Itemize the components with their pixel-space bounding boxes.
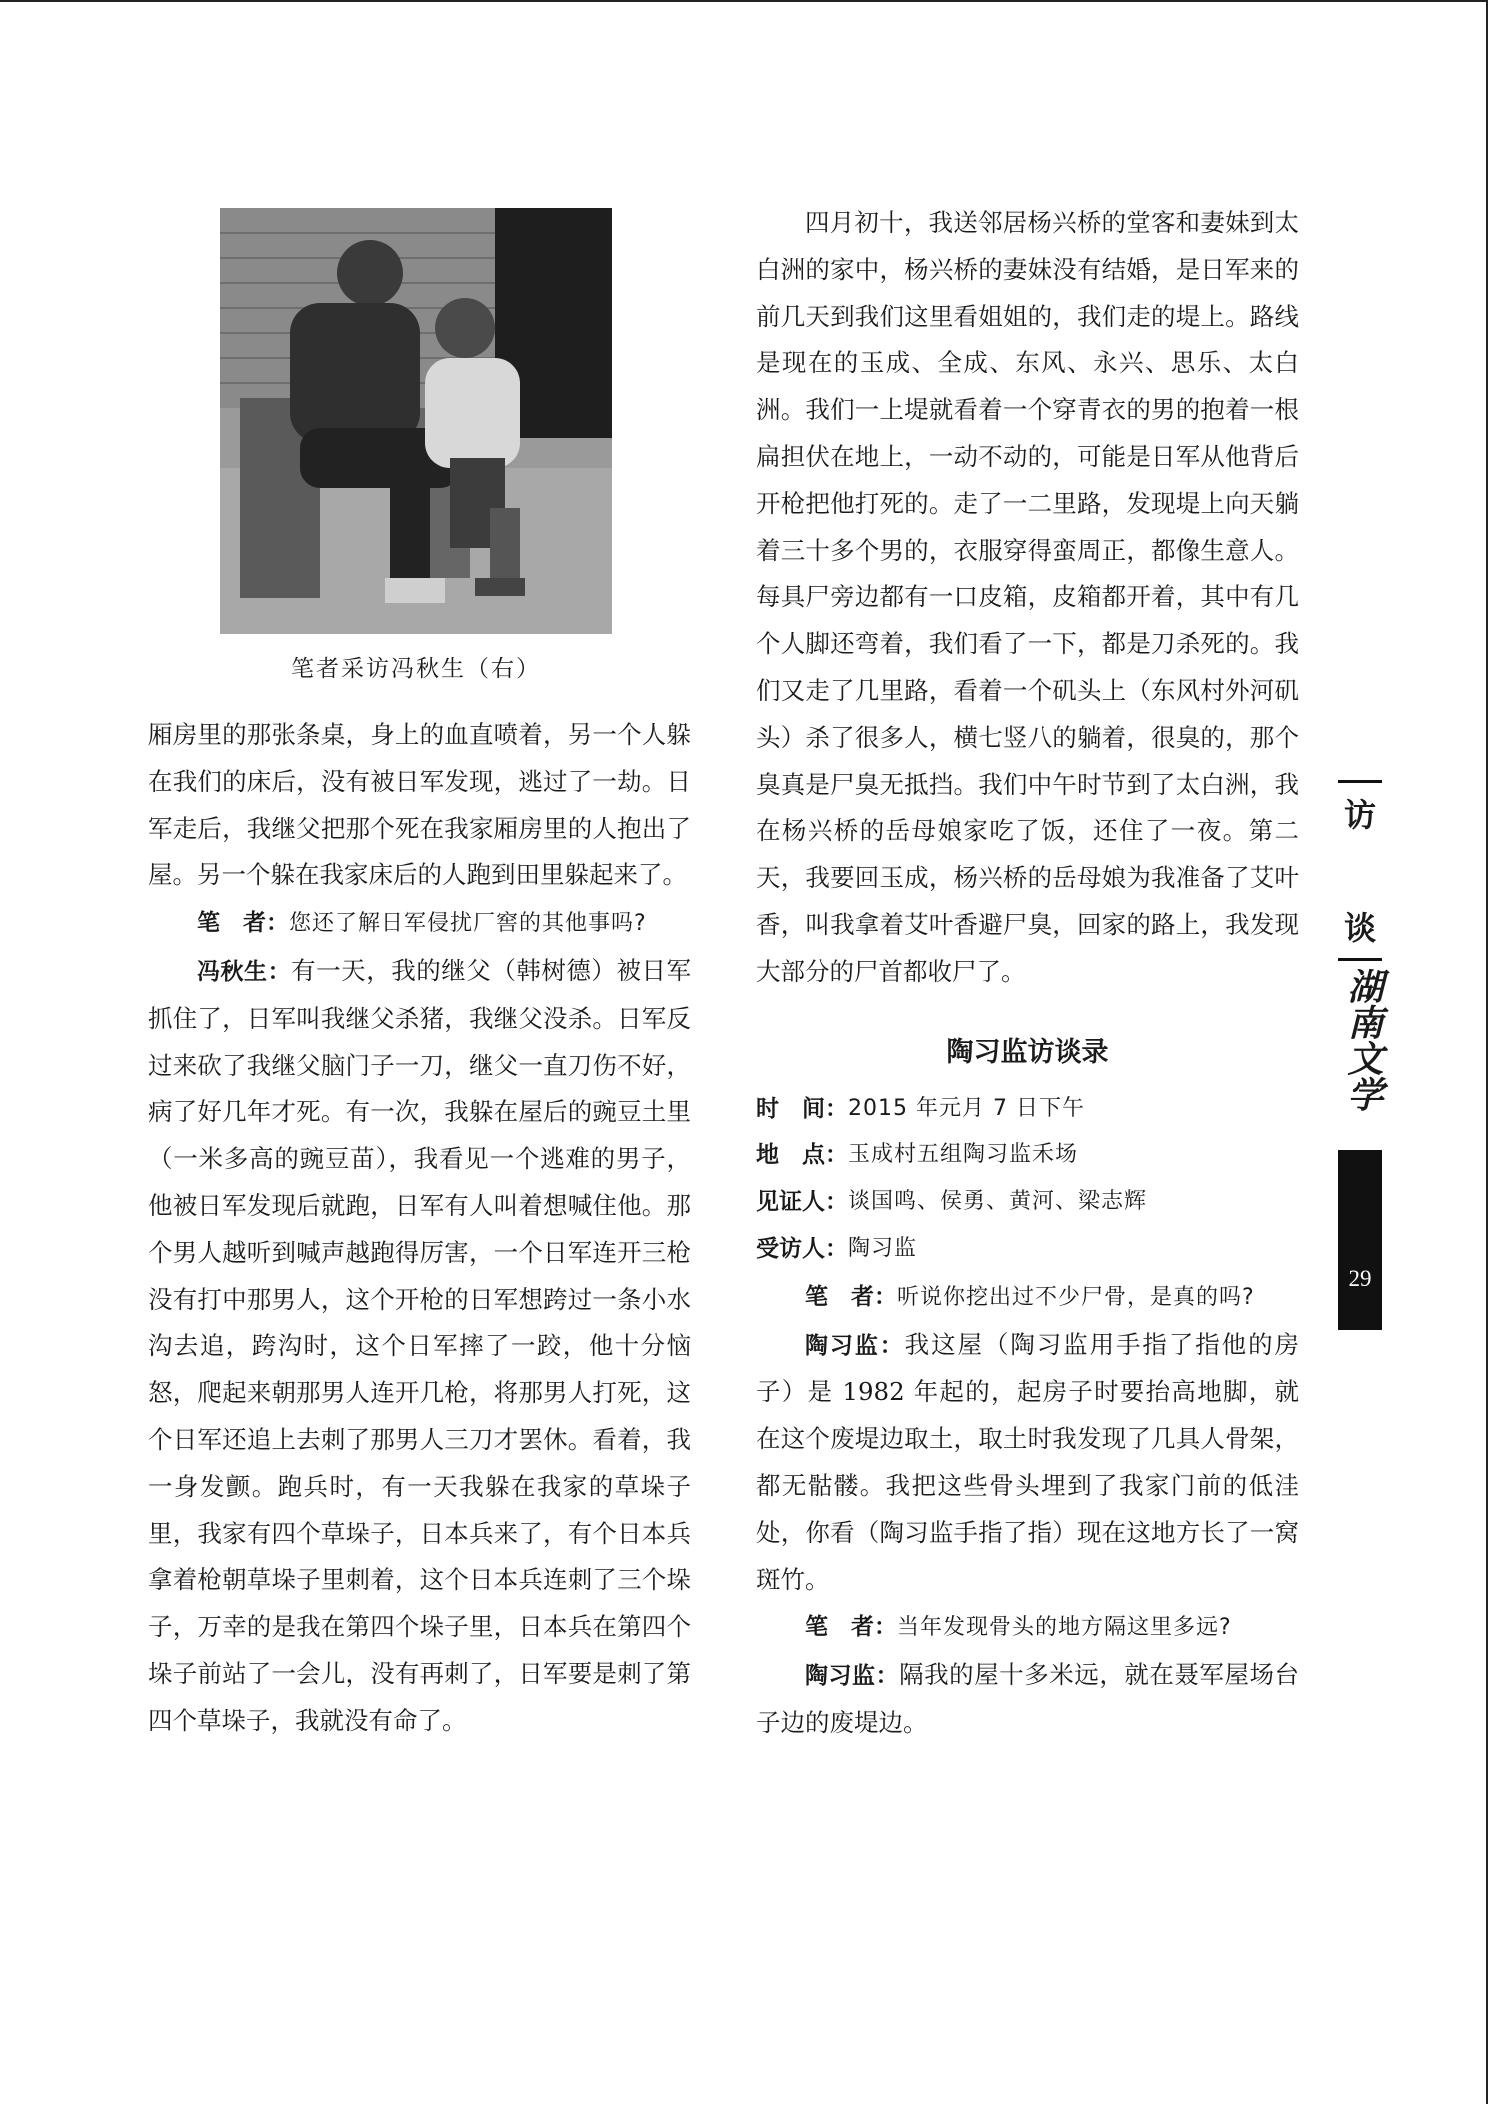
speaker-label: 陶习监： [805, 1332, 905, 1359]
question-text: 听说你挖出过不少尸骨，是真的吗? [897, 1284, 1255, 1310]
right-column [756, 200, 1299, 1747]
page-top-rule [0, 0, 1488, 2]
meta-label: 受访人： [756, 1235, 848, 1262]
meta-label: 见证人： [756, 1189, 848, 1216]
side-tab-rule-top [1338, 780, 1382, 783]
interview-photo [220, 208, 612, 634]
meta-value: 陶习监 [848, 1235, 918, 1261]
speaker-label: 笔 者： [197, 910, 289, 937]
answer-paragraph [756, 1652, 1299, 1747]
speaker-label: 笔 者： [805, 1614, 897, 1641]
side-tab-char-interview: 访 [1343, 796, 1376, 834]
question-text: 当年发现骨头的地方隔这里多远? [897, 1615, 1232, 1641]
answer-text: 隔我的屋十多米远，就在聂军屋场台子边的废堤边。 [756, 1660, 1300, 1737]
meta-time [756, 1086, 1299, 1133]
meta-place [756, 1132, 1299, 1179]
meta-label: 地 点： [756, 1142, 848, 1169]
answer-paragraph [756, 1322, 1299, 1604]
question-paragraph [756, 1603, 1299, 1652]
speaker-label: 冯秋生： [197, 958, 292, 985]
meta-value: 玉成村五组陶习监禾场 [848, 1142, 1079, 1168]
page-number-block [1338, 1150, 1382, 1330]
answer-text: 我这屋（陶习监用手指了指他的房子）是 1982 年起的，起房子时要抬高地脚，就在这个废堤边取土，取土时我发现了几具人骨架，都无骷髅。我把这些骨头埋到了我家门前的低洼处，你看（陶习监手指了指）现在这地方长了一窝斑竹。 [756, 1329, 1300, 1594]
paragraph: 四月初十，我送邻居杨兴桥的堂客和妻妹到太白洲的家中，杨兴桥的妻妹没有结婚，是日军来的前几天到我们这里看姐姐的，我们走的堤上。路线是现在的玉成、全成、东风、永兴、思乐、太白洲。我们一上堤就看着一个穿青衣的男的抱着一根扁担伏在地上，一动不动的，可能是日军从他背后开枪把他打死的。走了一二里路，发现堤上向天躺着三十多个男的，衣服穿得蛮周正，都像生意人。每具尸旁边都有一口皮箱，皮箱都开着，其中有几个人脚还弯着，我们看了一下，都是刀杀死的。我们又走了几里路，看着一个矶头上（东风村外河矶头）杀了很多人，横七竖八的躺着，很臭的，那个臭真是尸臭无抵挡。我们中午时节到了太白洲，我在杨兴桥的岳母娘家吃了饭，还住了一夜。第二天，我要回玉成，杨兴桥的岳母娘为我准备了艾叶香，叫我拿着艾叶香避尸臭，回家的路上，我发现大部分的尸首都收尸了。 [756, 208, 1299, 986]
meta-value: 谈国鸣、侯勇、黄河、梁志辉 [848, 1189, 1148, 1215]
question-paragraph [756, 1273, 1299, 1322]
paragraph: 厢房里的那张条桌，身上的血直喷着，另一个人躲在我们的床后，没有被日军发现，逃过了一劫。日军走后，我继父把那个死在我家厢房里的人抱出了屋。另一个躲在我家床后的人跑到田里躲起来了。 [148, 720, 691, 890]
side-tab-rule-bottom [1338, 958, 1382, 961]
left-column [148, 712, 691, 1745]
photo-caption: 笔者采访冯秋生（右） [291, 656, 541, 682]
page-number: 29 [1348, 1266, 1372, 1291]
section-title: 陶习监访谈录 [946, 1036, 1109, 1068]
answer-text: 有一天，我的继父（韩树德）被日军抓住了，日军叫我继父杀猪，我继父没杀。日军反过来砍了我继父脑门子一刀，继父一直刀伤不好，病了好几年才死。有一次，我躲在屋后的豌豆土里（一米多高的豌豆苗），我看见一个逃难的男子，他被日军发现后就跑，日军有人叫着想喊住他。那个男人越听到喊声越跑得厉害，一个日军连开三枪没有打中那男人，这个开枪的日军想跨过一条小水沟去追，跨沟时，这个日军摔了一跤，他十分恼怒，爬起来朝那男人连开几枪，将那男人打死，这个日军还追上去刺了那男人三刀才罢休。看着，我一身发颤。跑兵时，有一天我躲在我家的草垛子里，我家有四个草垛子，日本兵来了，有个日本兵拿着枪朝草垛子里刺着，这个日本兵连刺了三个垛子，万幸的是我在第四个垛子里，日本兵在第四个垛子前站了一会儿，没有再刺了，日军要是刺了第四个草垛子，我就没有命了。 [148, 955, 692, 1735]
side-tab-char-talk: 谈 [1343, 909, 1376, 947]
speaker-label: 笔 者： [805, 1283, 897, 1310]
meta-label: 时 间： [756, 1095, 848, 1122]
meta-interviewee [756, 1226, 1299, 1273]
question-paragraph [148, 899, 691, 948]
question-text: 您还了解日军侵扰厂窖的其他事吗? [289, 911, 647, 937]
meta-value: 2015 年元月 7 日下午 [848, 1095, 1085, 1121]
magazine-brand: 湖南文学 [1342, 968, 1384, 1112]
meta-witness [756, 1179, 1299, 1226]
speaker-label: 陶习监： [805, 1663, 900, 1690]
answer-paragraph [148, 948, 691, 1745]
